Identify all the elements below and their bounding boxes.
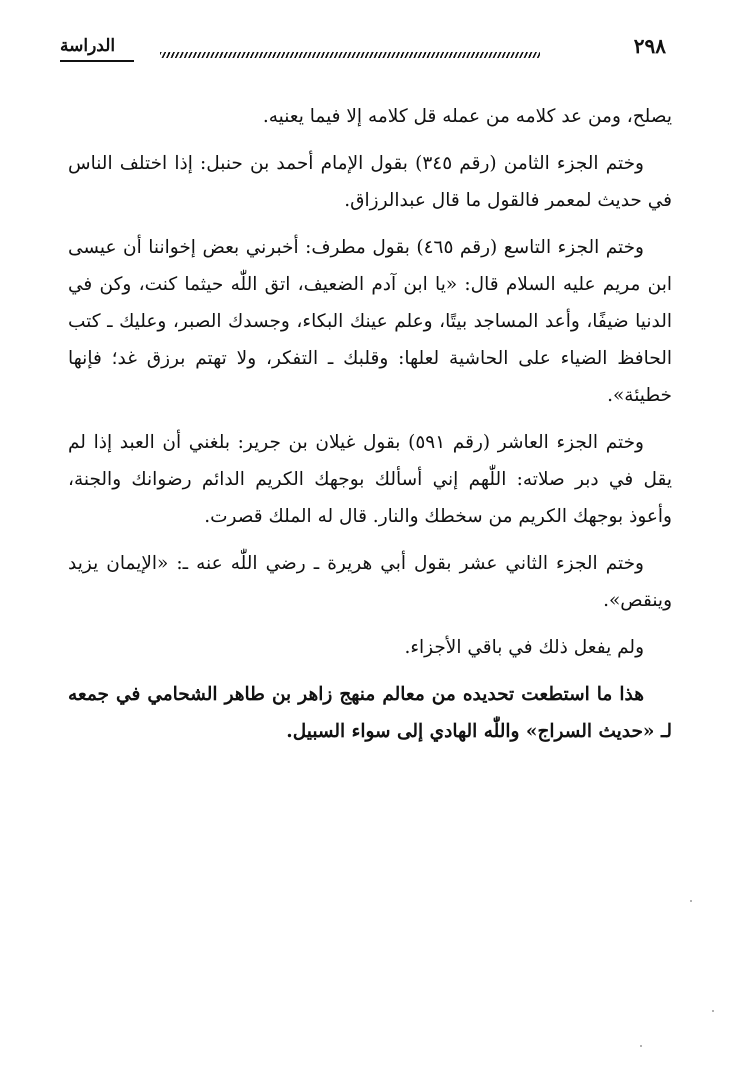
paragraph-remaining-parts: ولم يفعل ذلك في باقي الأجزاء. xyxy=(404,637,644,658)
section-title-underline xyxy=(60,60,134,62)
page-number: ٢٩٨ xyxy=(633,34,666,58)
header-rule xyxy=(160,52,540,58)
paragraph-conclusion: هذا ما استطعت تحديده من معالم منهج زاهر بن طاهر الشحامي في جمعه لـ «حديث السراج» واللّٰه الهادي إلى سواء السبيل. xyxy=(68,684,672,742)
paragraph-continuation: يصلح، ومن عد كلامه من عمله قل كلامه إلا فيما يعنيه. xyxy=(262,106,672,127)
scan-speck xyxy=(690,900,692,902)
scan-speck xyxy=(712,1010,714,1012)
section-title: الدراسة xyxy=(60,36,116,56)
paragraph-part-twelve: وختم الجزء الثاني عشر بقول أبي هريرة ـ رضي اللّٰه عنه ـ: «الإيمان يزيد وينقص». xyxy=(68,553,672,611)
paragraph-part-eight: وختم الجزء الثامن (رقم ٣٤٥) بقول الإمام أحمد بن حنبل: إذا اختلف الناس في حديث لمعمر فالقول ما قال عبدالرزاق. xyxy=(68,153,672,211)
page-body xyxy=(68,98,672,760)
paragraph-part-ten: وختم الجزء العاشر (رقم ٥٩١) بقول غيلان بن جرير: بلغني أن العبد إذا لم يقل في دبر صلاته: اللّٰهم إني أسألك بوجهك الكريم الدائم رضوانك والجنة، وأعوذ بوجهك الكريم من سخطك والنار. قال له الملك قصرت. xyxy=(68,432,672,527)
paragraph-part-nine: وختم الجزء التاسع (رقم ٤٦٥) بقول مطرف: أخبرني بعض إخواننا أن عيسى ابن مريم عليه السلام قال: «يا ابن آدم الضعيف، اتق اللّٰه حيثما كنت، وكن في الدنيا ضيفًا، وأعد المساجد بيتًا، وعلم عينك البكاء، وجسدك الصبر، وعليك ـ كتب الحافظ الضياء على الحاشية لعلها: وقلبك ـ التفكر، ولا تهتم برزق غد؛ فإنها خطيئة». xyxy=(68,237,672,406)
running-header xyxy=(60,34,690,68)
scan-speck xyxy=(640,1045,642,1047)
